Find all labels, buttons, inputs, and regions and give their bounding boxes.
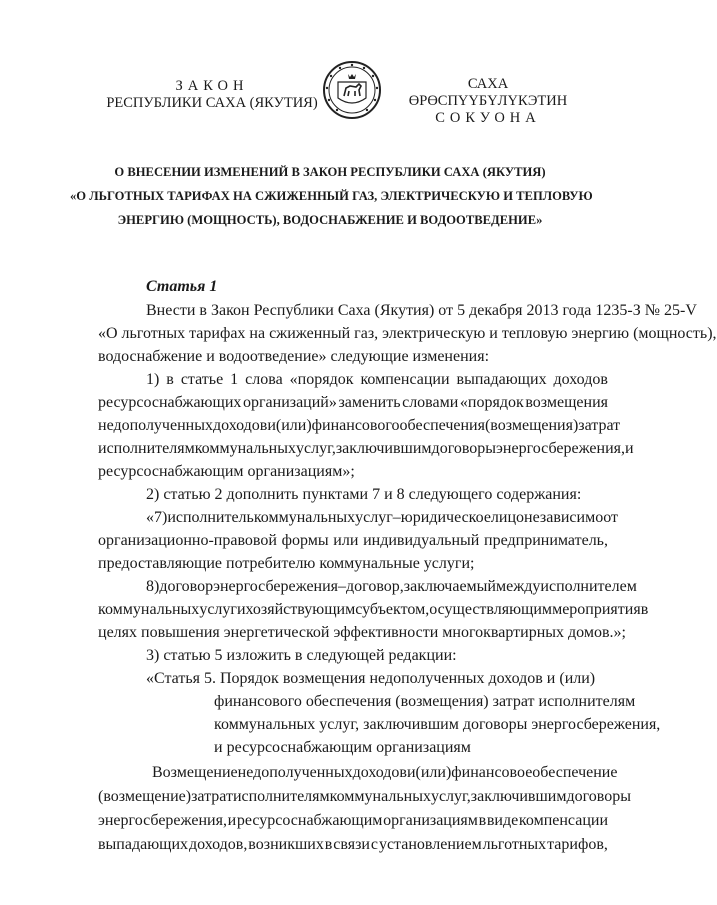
word: ресурсоснабжающих [98,394,242,411]
word: заключаемый [403,578,496,595]
text-line-justified [146,371,608,389]
word: коммунальных [194,440,296,457]
text-line: «Статья 5. Порядок возмещения недополученных доходов и (или) [146,670,596,687]
word: коммунальных [98,601,200,618]
header-right-line2: СОКУОНА [435,110,541,126]
word: связи [333,836,370,853]
word: заключившим [335,440,432,457]
word: виде [486,812,519,829]
text-line-justified [98,394,608,412]
word: в [478,812,487,829]
word: недополученных [237,764,353,781]
word: слова [245,371,283,388]
word: льготных [482,836,547,853]
article-heading: Статья 1 [146,278,218,295]
header-right-line1: САХА ӨРӨСПҮҮБҮЛҮКЭТИН [408,76,568,109]
word: энергосбережения, [98,812,227,829]
word: статье [180,371,224,388]
text-line: целях повышения энергетической эффективности многоквартирных домов.»; [98,624,626,641]
word: исполнителям [98,440,195,457]
word: 8) [146,578,160,595]
word: (возмещения) [484,417,579,434]
word: возникших [248,836,324,853]
text-line-justified [98,532,608,550]
text-line: 3) статью 5 изложить в следующей редакции: [146,647,457,664]
title-line2: «О ЛЬГОТНЫХ ТАРИФАХ НА СЖИЖЕННЫЙ ГАЗ, ЭЛЕКТРИЧЕСКУЮ И ТЕПЛОВУЮ [70,189,593,203]
document-title [70,160,593,232]
word: доходов [352,764,407,781]
text-line: коммунальных услуг, заключившим договоры энергосбережения, [214,716,661,733]
word: от [603,509,618,526]
word: договоры [431,440,497,457]
text-line-justified [98,601,649,619]
word: ресурсоснабжающим [236,812,383,829]
word: недополученных [98,417,213,434]
word: осуществляющим [429,601,553,618]
word: финансового [311,417,400,434]
word: затрат [578,417,621,434]
text-line-justified [98,812,608,830]
word: финансовое [451,764,533,781]
text-line-justified [146,578,637,596]
text-line: финансового обеспечения (возмещения) затрат исполнителям [214,693,636,710]
word: и [236,601,246,618]
word: компенсации [518,812,608,829]
word: энергосбережения [213,578,339,595]
title-line3: ЭНЕРГИЮ (МОЩНОСТЬ), ВОДОСНАБЖЕНИЕ И ВОДООТВЕДЕНИЕ» [117,213,543,227]
word: обеспечения [399,417,485,434]
header-left-line2: РЕСПУБЛИКИ САХА (ЯКУТИЯ) [106,95,318,111]
text-line-justified [152,764,618,782]
word: услуг [199,601,237,618]
word: «порядок [289,371,354,388]
word: доходов [553,371,608,388]
word: и [406,764,416,781]
word: (возмещение) [98,788,192,805]
header-left [96,78,328,112]
text-line: «О льготных тарифах на сжиженный газ, электрическую и тепловую энергию (мощность), [98,325,717,342]
word: заменить [338,394,401,411]
word: и [625,440,634,457]
word: обеспечение [532,764,618,781]
word: лицо [490,509,525,526]
word: и [227,812,237,829]
word: услуг, [430,788,471,805]
word: 1 [230,371,239,388]
word: доходов, [188,836,248,853]
text-line: предоставляющие потребителю коммунальные услуги; [98,555,475,572]
word: услуг, [296,440,336,457]
word: – [392,509,401,526]
word: договор [159,578,214,595]
text-line: водоснабжение и водоотведение» следующие изменения: [98,348,490,365]
word: (или) [275,417,312,434]
word: «порядок [459,394,524,411]
word: коммунальных [329,788,431,805]
word: формы [281,532,329,549]
word: или [333,532,359,549]
word: и [267,417,276,434]
word: мероприятия [552,601,641,618]
header-left-line1: ЗАКОН [175,78,249,94]
word: установлением [378,836,482,853]
word: между [496,578,541,595]
word: исполнителем [540,578,637,595]
word: в [640,601,649,618]
text-line-justified [98,440,634,458]
word: выпадающих [456,371,547,388]
text-line-justified [98,836,608,854]
word: (или) [415,764,452,781]
word: 1) [146,371,160,388]
word: энергосбережения, [496,440,625,457]
word: доходов [212,417,268,434]
word: коммунальных [253,509,356,526]
word: юридическое [400,509,491,526]
word: предприниматель, [484,532,608,549]
header-right [392,76,584,127]
word: в [324,836,333,853]
title-line1: О ВНЕСЕНИИ ИЗМЕНЕНИЙ В ЗАКОН РЕСПУБЛИКИ САХА (ЯКУТИЯ) [114,165,546,179]
word: возмещения [525,394,608,411]
word: услуг [355,509,393,526]
word: затрат [191,788,233,805]
word: договор, [346,578,404,595]
text-line-justified [146,509,618,527]
word: в [166,371,174,388]
word: организаций» [242,394,337,411]
word: независимо [524,509,604,526]
word: организациям [383,812,478,829]
word: «7) [146,509,168,526]
word: словами [402,394,459,411]
word: Возмещение [152,764,238,781]
text-line-justified [98,788,631,806]
word: хозяйствующим [245,601,356,618]
word: договоры [566,788,631,805]
word: с [370,836,379,853]
word: тарифов, [547,836,608,853]
text-line: и ресурсоснабжающим организациям [214,739,471,756]
word: компенсации [360,371,450,388]
word: индивидуальный [363,532,480,549]
text-line: 2) статью 2 дополнить пунктами 7 и 8 следующего содержания: [146,486,582,503]
word: выпадающих [98,836,189,853]
word: исполнитель [167,509,254,526]
word: – [338,578,347,595]
word: исполнителям [232,788,330,805]
text-line: ресурсоснабжающим организациям»; [98,463,355,480]
text-line-justified [98,417,621,435]
text-line: Внести в Закон Республики Саха (Якутия) от 5 декабря 2013 года 1235-З № 25-V [146,302,697,319]
word: субъектом, [355,601,430,618]
word: заключившим [470,788,567,805]
coat-of-arms-emblem [322,60,382,120]
word: организационно-правовой [98,532,277,549]
